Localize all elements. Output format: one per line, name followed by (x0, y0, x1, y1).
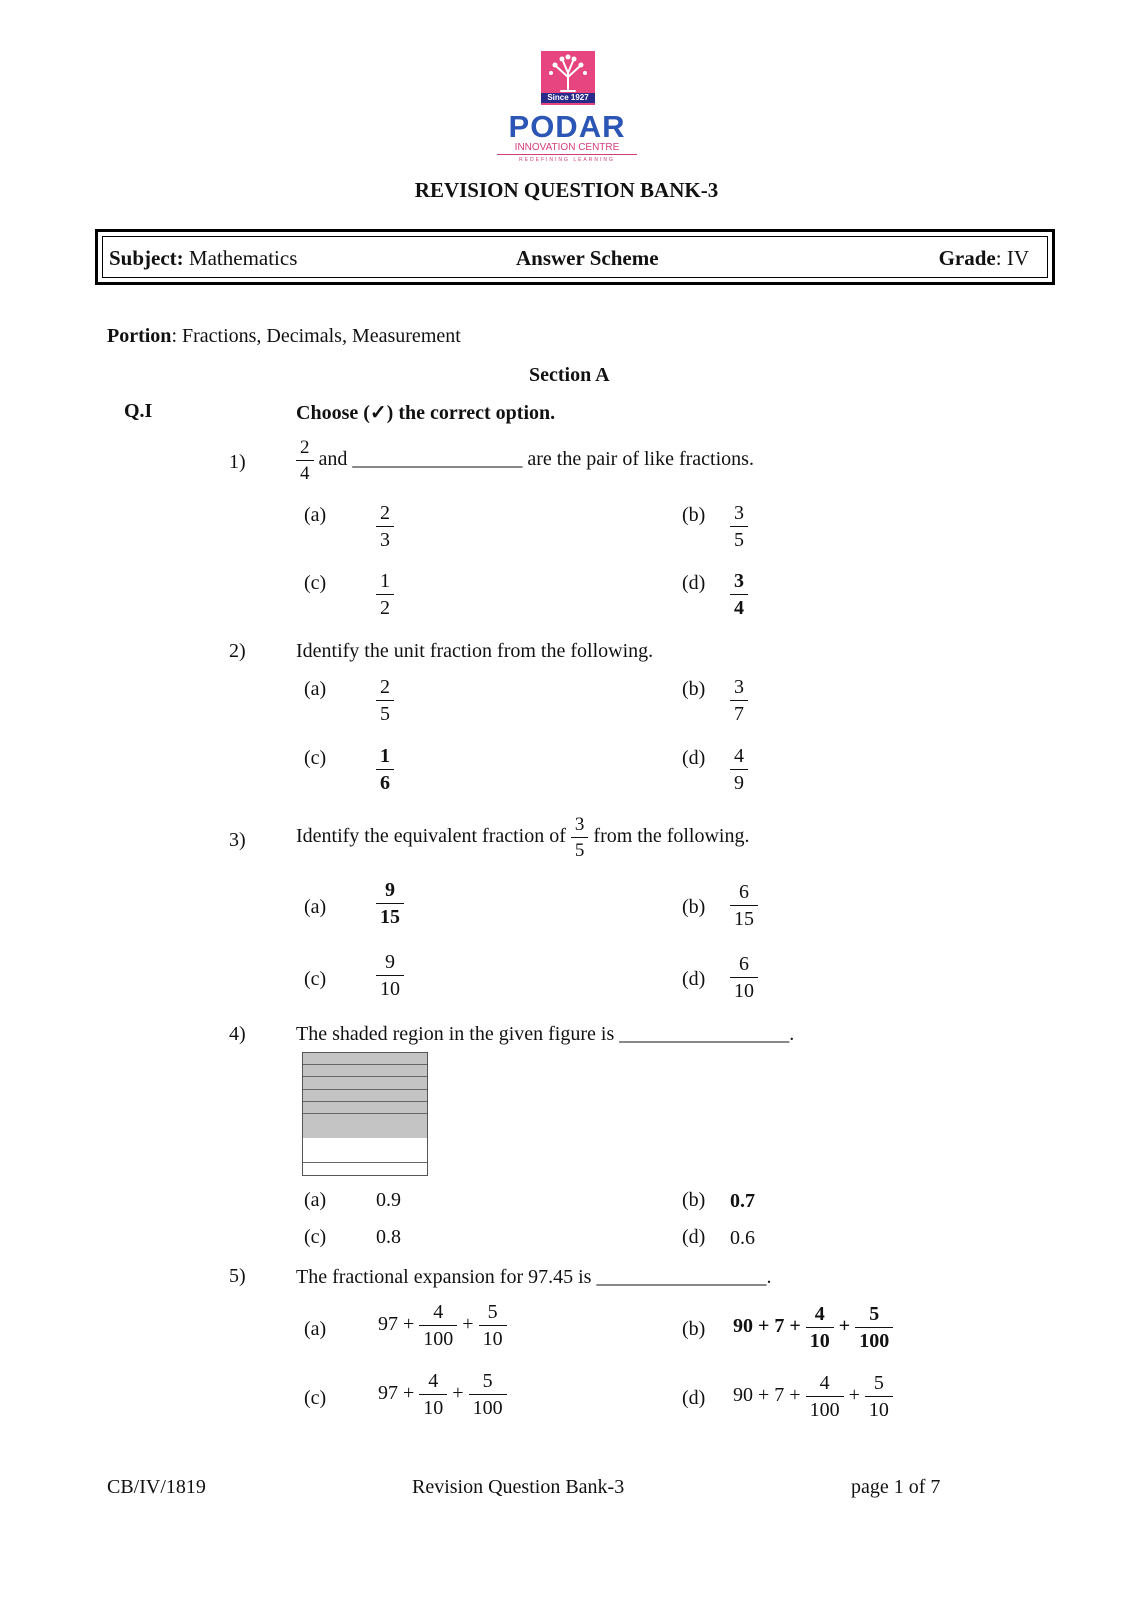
unshaded-strip (303, 1163, 427, 1175)
question-number: 2) (229, 640, 246, 662)
option-label: (d) (682, 747, 706, 769)
fraction: $\frac{3}{5}$ (571, 815, 589, 860)
option-b-fraction[interactable]: $\frac{3}{7}$ (730, 677, 748, 724)
option-label: (a) (304, 1189, 327, 1211)
option-label: (c) (304, 1387, 327, 1409)
shaded-grid-figure (302, 1052, 428, 1176)
footer-title: Revision Question Bank-3 (412, 1476, 625, 1498)
question-text: $\frac{2}{4}$ and _________________ are the pair of like fractions. (296, 438, 754, 483)
option-label: (b) (682, 1189, 706, 1211)
option-label: (c) (304, 1226, 327, 1248)
shaded-strip (303, 1114, 427, 1126)
shaded-strip (303, 1065, 427, 1077)
option-b-expansion-correct[interactable]: 90 + 7 + $\frac{4}{10}$ + $\frac{5}{100}$ (733, 1304, 893, 1351)
option-a-value[interactable]: 0.9 (376, 1189, 401, 1211)
check-icon: ✓ (369, 402, 387, 424)
fraction: $\frac{2}{4}$ (296, 438, 314, 483)
option-d-fraction-correct[interactable]: $\frac{3}{4}$ (730, 571, 748, 618)
option-label: (a) (304, 678, 327, 700)
unshaded-strip (303, 1151, 427, 1163)
option-d-value[interactable]: 0.6 (730, 1227, 755, 1249)
section-title: Section A (529, 364, 610, 386)
option-d-expansion[interactable]: 90 + 7 + $\frac{4}{100}$ + $\frac{5}{10}$ (733, 1373, 893, 1420)
shaded-strip (303, 1053, 427, 1065)
question-group-label: Q.I (124, 400, 153, 422)
option-b-fraction[interactable]: $\frac{6}{15}$ (730, 882, 758, 929)
question-number: 4) (229, 1023, 246, 1045)
option-label: (c) (304, 968, 327, 990)
option-label: (b) (682, 504, 706, 526)
option-c-fraction[interactable]: $\frac{9}{10}$ (376, 952, 404, 999)
option-a-fraction[interactable]: $\frac{2}{5}$ (376, 677, 394, 724)
option-d-fraction[interactable]: $\frac{4}{9}$ (730, 746, 748, 793)
header-box (95, 229, 1055, 285)
option-b-value-correct[interactable]: 0.7 (730, 1190, 755, 1212)
instruction: Choose (✓) the correct option. (296, 402, 556, 424)
question-text: Identify the unit fraction from the following. (296, 640, 654, 662)
shaded-strip (303, 1077, 427, 1089)
logo-brand: PODAR (508, 109, 626, 144)
grade: Grade: IV (938, 246, 1029, 270)
option-label: (d) (682, 968, 706, 990)
option-c-expansion[interactable]: 97 + $\frac{4}{10}$ + $\frac{5}{100}$ (378, 1371, 507, 1418)
shaded-strip (303, 1126, 427, 1138)
option-c-fraction[interactable]: $\frac{1}{2}$ (376, 571, 394, 618)
option-b-fraction[interactable]: $\frac{3}{5}$ (730, 503, 748, 550)
footer-code: CB/IV/1819 (107, 1476, 206, 1498)
shaded-strip (303, 1090, 427, 1102)
option-label: (d) (682, 1387, 706, 1409)
logo-emblem (541, 51, 595, 105)
option-label: (b) (682, 1318, 706, 1340)
question-text: The fractional expansion for 97.45 is _________________. (296, 1266, 772, 1288)
logo-tagline: REDEFINING LEARNING (519, 157, 615, 163)
option-label: (d) (682, 572, 706, 594)
page-title: REVISION QUESTION BANK-3 (414, 178, 719, 202)
question-text: Identify the equivalent fraction of $\frac{3}{5}$ from the following. (296, 814, 750, 861)
option-label: (b) (682, 678, 706, 700)
shaded-strip (303, 1102, 427, 1114)
unshaded-strip (303, 1138, 427, 1150)
option-label: (b) (682, 896, 706, 918)
option-d-fraction[interactable]: $\frac{6}{10}$ (730, 954, 758, 1001)
question-number: 5) (229, 1265, 246, 1287)
question-number: 1) (229, 451, 246, 473)
answer-scheme-label: Answer Scheme (516, 246, 659, 270)
option-a-expansion[interactable]: 97 + $\frac{4}{100}$ + $\frac{5}{10}$ (378, 1302, 507, 1349)
option-label: (a) (304, 504, 327, 526)
option-a-fraction-correct[interactable]: $\frac{9}{15}$ (376, 880, 404, 927)
option-label: (a) (304, 896, 327, 918)
portion: Portion: Fractions, Decimals, Measurement (107, 325, 461, 347)
option-label: (c) (304, 572, 327, 594)
option-label: (a) (304, 1318, 327, 1340)
subject: Subject: Mathematics (109, 246, 298, 270)
option-a-fraction[interactable]: $\frac{2}{3}$ (376, 503, 394, 550)
question-number: 3) (229, 829, 246, 851)
school-logo (497, 48, 637, 166)
option-label: (c) (304, 747, 327, 769)
option-label: (d) (682, 1226, 706, 1248)
logo-subtitle: INNOVATION CENTRE (497, 142, 637, 155)
footer-page-number: page 1 of 7 (851, 1476, 941, 1498)
option-c-value[interactable]: 0.8 (376, 1226, 401, 1248)
question-text: The shaded region in the given figure is _________________. (296, 1023, 795, 1045)
option-c-fraction-correct[interactable]: $\frac{1}{6}$ (376, 746, 394, 793)
logo-since: Since 1927 (541, 93, 595, 103)
